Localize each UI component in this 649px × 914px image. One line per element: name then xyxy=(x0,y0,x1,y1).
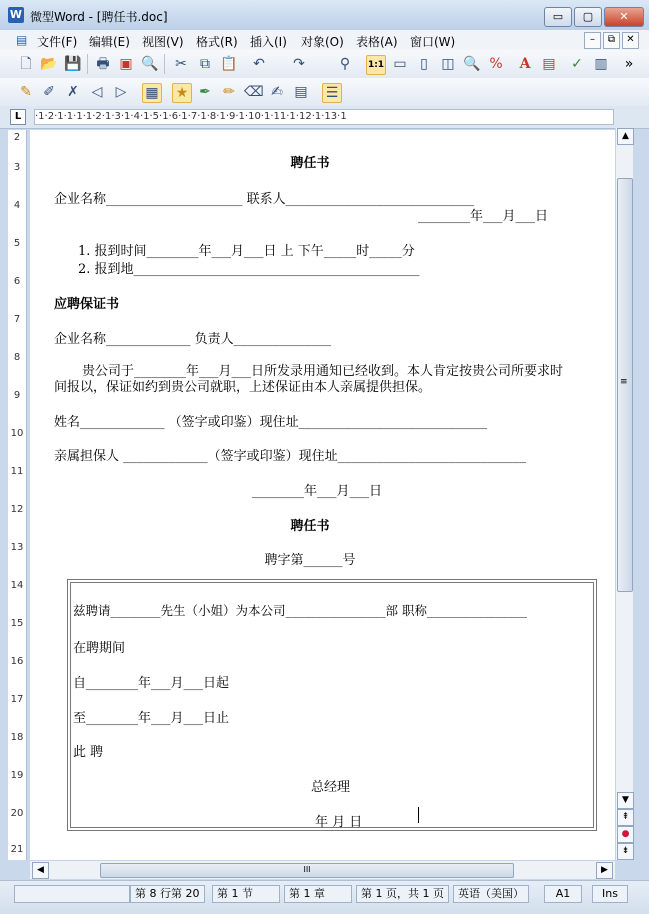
doc-bordered-box xyxy=(70,582,594,828)
doc-menu-icon[interactable]: ▤ xyxy=(16,33,28,47)
doc-company-line: 企业名称_____________________ 联系人_____________________________ xyxy=(54,192,475,207)
vertical-ruler[interactable] xyxy=(8,130,27,860)
vruler-mark: 12 xyxy=(10,504,24,515)
doc-title-appointment: 聘任书 xyxy=(290,519,330,534)
zoom-percent-icon[interactable]: % xyxy=(489,56,503,72)
spellcheck-icon[interactable]: ✓ xyxy=(571,56,583,72)
menu-object[interactable]: 对象(O) xyxy=(301,35,344,49)
vruler-mark: 16 xyxy=(10,656,24,667)
vruler-mark: 15 xyxy=(10,618,24,629)
eraser-icon[interactable]: ⌫ xyxy=(244,84,264,100)
prev-page-button[interactable]: ⇞ xyxy=(617,809,634,826)
new-doc-icon[interactable]: 🗋 xyxy=(20,56,32,72)
zoom-icon[interactable]: 🔍 xyxy=(463,56,481,72)
doc-title-guarantee: 应聘保证书 xyxy=(54,297,120,312)
word-app-icon[interactable]: W xyxy=(9,8,23,21)
next-page-button[interactable]: ⇟ xyxy=(617,843,634,860)
edit-comment-icon[interactable]: ✐ xyxy=(43,84,55,100)
doc-list-item: 1. 报到时间________年___月___日 上 下午_____时_____分 xyxy=(78,244,415,259)
doc-paragraph: 间报以，保证如约到贵公司就职，上述保证由本人亲属提供担保。 xyxy=(54,380,432,395)
doc-company-line: 企业名称_____________ 负责人_______________ xyxy=(54,332,332,347)
vruler-mark: 21 xyxy=(10,844,24,855)
redo-icon[interactable]: ↷ xyxy=(293,56,305,72)
menu-view[interactable]: 视图(V) xyxy=(142,35,184,49)
vruler-mark: 14 xyxy=(10,580,24,591)
doc-box-line: 兹聘请________先生（小姐）为本公司________________部 职称________________ xyxy=(73,603,527,618)
browse-object-button[interactable]: ● xyxy=(617,826,634,843)
marker-icon[interactable]: ✍ xyxy=(271,84,283,100)
status-page: 第 1 页，共 1 页 xyxy=(356,885,449,903)
vertical-scroll-thumb[interactable] xyxy=(617,178,633,592)
track-changes-icon[interactable]: ▦ xyxy=(142,83,162,103)
doc-box-line: 至________年___月___日止 xyxy=(73,711,230,726)
vruler-mark: 2 xyxy=(13,132,21,143)
doc-box-line: 此 聘 xyxy=(73,745,104,760)
vruler-mark: 17 xyxy=(10,694,24,705)
vruler-mark: 13 xyxy=(10,542,24,553)
doc-list-item: 2. 报到地____________________________________________ xyxy=(78,262,420,277)
doc-paragraph: 贵公司于________年___月___日所发录用通知已经收到。本人肯定按贵公司所要求时 xyxy=(82,364,564,379)
doc-restore-button[interactable]: ⧉ xyxy=(603,32,620,49)
vruler-mark: 10 xyxy=(10,428,24,439)
menu-file[interactable]: 文件(F) xyxy=(37,35,78,49)
standard-toolbar xyxy=(0,50,649,79)
menu-edit[interactable]: 编辑(E) xyxy=(89,35,130,49)
highlight-icon[interactable]: ★ xyxy=(172,83,192,103)
title-bar xyxy=(0,0,649,31)
paste-icon[interactable]: 📋 xyxy=(220,56,238,72)
pen-icon[interactable]: ✒ xyxy=(199,84,211,100)
vruler-mark: 20 xyxy=(10,808,24,819)
save-icon[interactable]: 💾 xyxy=(64,56,82,72)
maximize-button[interactable]: ▢ xyxy=(574,7,602,27)
vruler-mark: 8 xyxy=(13,352,21,363)
doc-box-line: 总经理 xyxy=(311,780,351,795)
vruler-mark: 4 xyxy=(13,200,21,211)
status-insert-mode[interactable]: Ins xyxy=(592,885,628,903)
tab-selector[interactable]: L xyxy=(10,109,26,125)
chart-icon[interactable]: ▥ xyxy=(594,56,608,72)
status-cell: A1 xyxy=(544,885,582,903)
vruler-mark: 11 xyxy=(10,466,24,477)
print-preview-icon[interactable]: 🔍 xyxy=(141,56,159,72)
doc-box-line: 年 月 日 xyxy=(315,815,363,830)
close-button[interactable]: ✕ xyxy=(604,7,644,27)
scroll-down-button[interactable]: ▼ xyxy=(617,792,634,809)
review-toolbar xyxy=(0,78,649,107)
menu-bar xyxy=(0,30,649,50)
scroll-grip-icon: ≡ xyxy=(620,377,628,387)
text-cursor xyxy=(418,807,419,823)
doc-name-line: 姓名_____________ （签字或印鉴）现住址_____________________________ xyxy=(54,415,488,430)
open-icon[interactable]: 📂 xyxy=(40,56,58,72)
menu-insert[interactable]: 插入(I) xyxy=(250,35,287,49)
status-empty xyxy=(14,885,130,903)
status-section: 第 1 节 xyxy=(212,885,280,903)
doc-title-appointment: 聘任书 xyxy=(290,156,330,171)
undo-icon[interactable]: ↶ xyxy=(253,56,265,72)
horizontal-scrollbar[interactable] xyxy=(30,860,615,879)
vruler-mark: 3 xyxy=(13,162,21,173)
status-chapter: 第 1 章 xyxy=(284,885,352,903)
vruler-mark: 18 xyxy=(10,732,24,743)
horizontal-scroll-thumb[interactable]: III xyxy=(100,863,514,878)
page-width-icon[interactable]: ▭ xyxy=(393,56,407,72)
doc-number-line: 聘字第______号 xyxy=(264,553,356,568)
notes-icon[interactable]: ▤ xyxy=(294,84,308,100)
vruler-mark: 9 xyxy=(13,390,21,401)
menu-table[interactable]: 表格(A) xyxy=(356,35,398,49)
doc-close-button[interactable]: ✕ xyxy=(622,32,639,49)
status-language: 英语（美国） xyxy=(453,885,529,903)
vruler-mark: 6 xyxy=(13,276,21,287)
menu-format[interactable]: 格式(R) xyxy=(196,35,238,49)
font-color-icon[interactable]: A xyxy=(519,56,531,72)
vruler-mark: 5 xyxy=(13,238,21,249)
menu-window[interactable]: 窗口(W) xyxy=(410,35,456,49)
vruler-mark: 7 xyxy=(13,314,21,325)
scroll-right-button[interactable]: ▶ xyxy=(596,862,613,879)
scroll-up-button[interactable]: ▲ xyxy=(617,128,634,145)
cut-icon[interactable]: ✂ xyxy=(175,56,187,72)
doc-box-line: 自________年___月___日起 xyxy=(73,676,230,691)
format-icon[interactable]: ▤ xyxy=(542,56,556,72)
pdf-icon[interactable]: ▣ xyxy=(119,56,133,72)
whole-page-icon[interactable]: ▯ xyxy=(420,56,428,72)
status-row-col: 第 8 行第 20 xyxy=(130,885,205,903)
doc-date-line: ________年___月___日 xyxy=(252,484,383,499)
toolbar-separator xyxy=(87,54,88,74)
actual-size-icon[interactable]: 1:1 xyxy=(366,55,386,75)
review-pane-icon[interactable]: ☰ xyxy=(322,83,342,103)
vertical-scrollbar[interactable] xyxy=(615,128,633,860)
doc-guarantor-line: 亲属担保人 _____________（签字或印鉴）现住址_____________________________ xyxy=(54,449,527,464)
pencil-icon[interactable]: ✏ xyxy=(223,84,235,100)
prev-comment-icon[interactable]: ◁ xyxy=(91,84,103,100)
doc-date-line: ________年___月___日 xyxy=(418,209,549,224)
doc-minimize-button[interactable]: – xyxy=(584,32,601,49)
new-comment-icon[interactable]: ✎ xyxy=(20,84,32,100)
window-title: 微型Word - [聘任书.doc] xyxy=(30,10,168,24)
copy-icon[interactable]: ⧉ xyxy=(200,56,210,72)
horizontal-ruler[interactable]: ·1·2·1·1·1·1·2·1·3·1·4·1·5·1·6·1·7·1·8·1·9·1·10·1·11·1·12·1·13·1 xyxy=(34,109,614,125)
status-bar xyxy=(0,880,649,914)
toolbar-separator xyxy=(164,54,165,74)
toolbar-overflow-icon[interactable]: » xyxy=(624,56,634,72)
document-page[interactable] xyxy=(30,130,615,860)
doc-box-line: 在聘期间 xyxy=(73,641,126,656)
delete-comment-icon[interactable]: ✗ xyxy=(67,84,79,100)
find-icon[interactable]: ⚲ xyxy=(339,56,351,72)
minimize-button[interactable]: ▭ xyxy=(544,7,572,27)
print-icon[interactable]: 🖶 xyxy=(96,56,110,72)
two-page-icon[interactable]: ◫ xyxy=(441,56,455,72)
scroll-left-button[interactable]: ◀ xyxy=(32,862,49,879)
vruler-mark: 19 xyxy=(10,770,24,781)
next-comment-icon[interactable]: ▷ xyxy=(115,84,127,100)
horizontal-ruler-row xyxy=(0,106,649,129)
